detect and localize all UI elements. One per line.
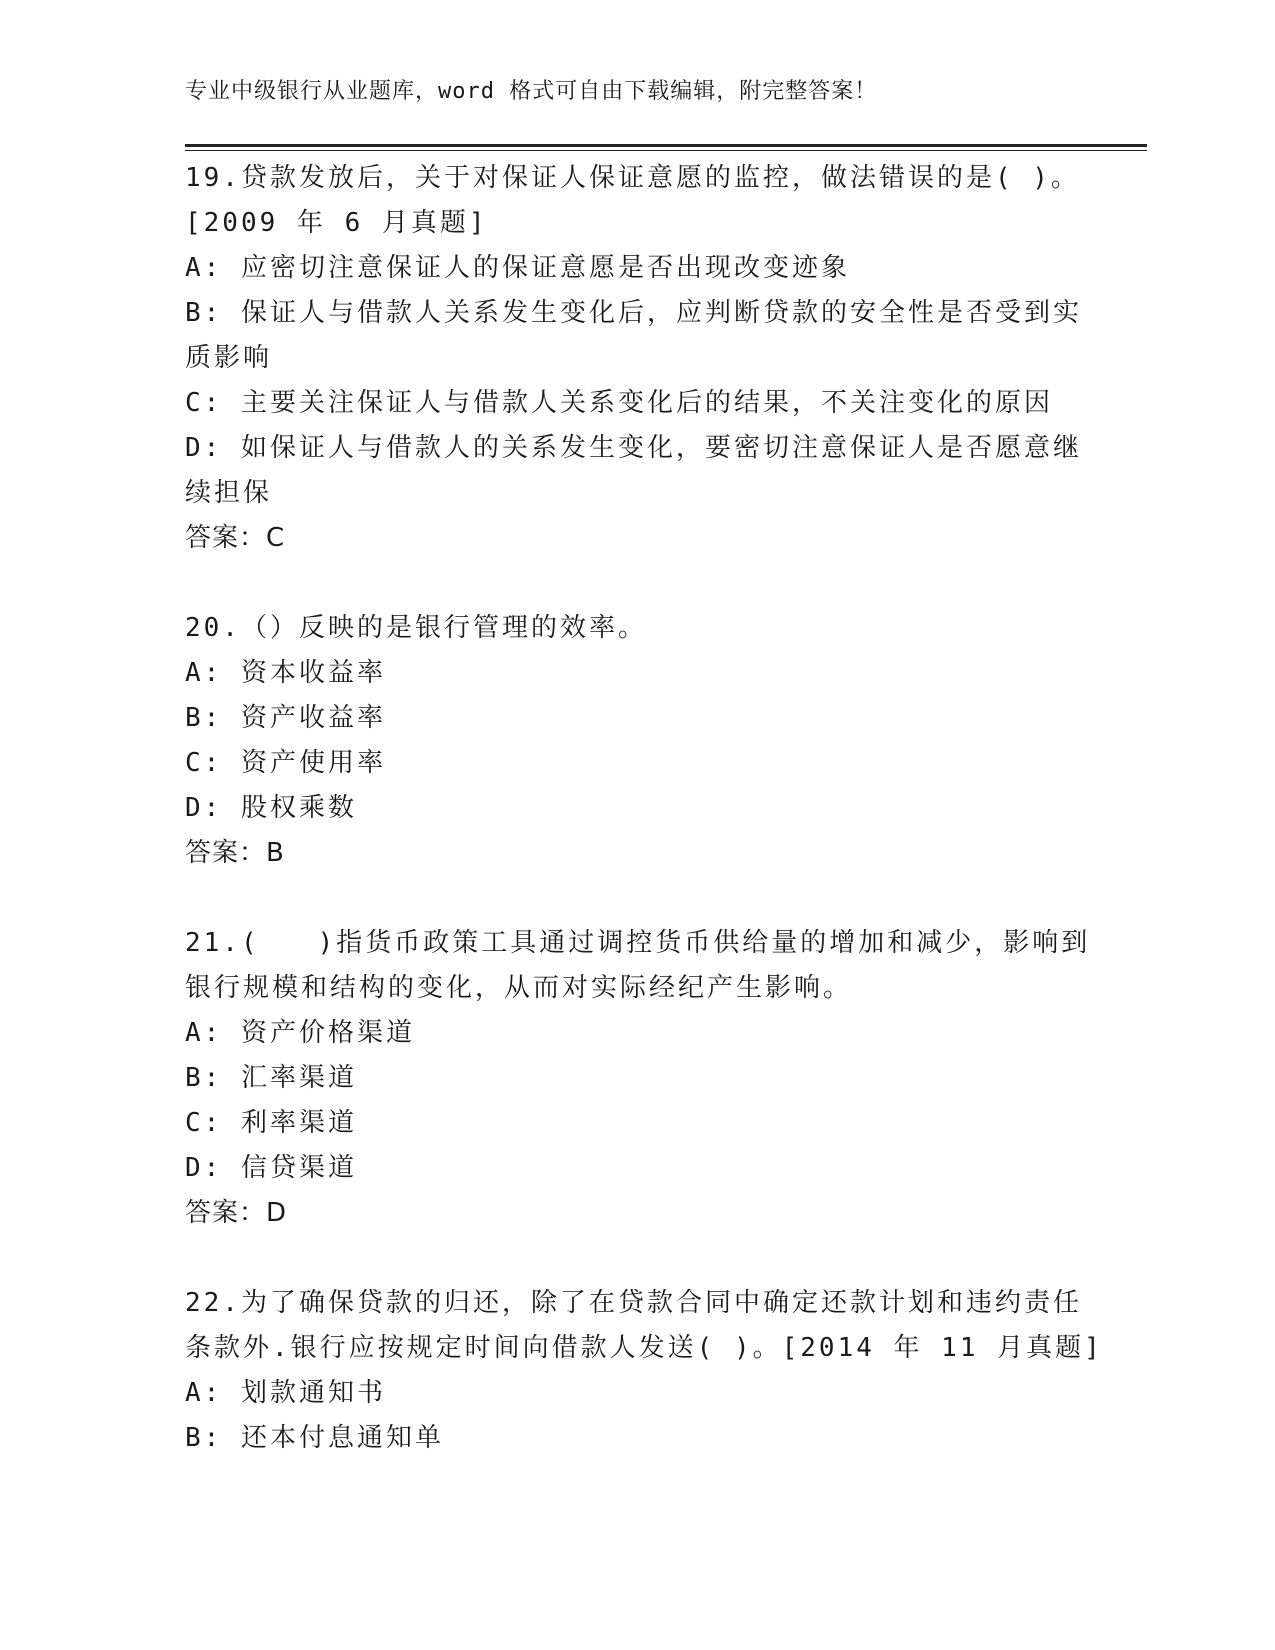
question-list [185,156,1103,1461]
answer-label: 答案：C [185,523,286,553]
question-22 [185,1281,1103,1461]
option-c: C: 主要关注保证人与借款人关系变化后的结果，不关注变化的原因 [185,388,1053,418]
option-d: 续担保 [185,478,273,508]
option-d: D: 信贷渠道 [185,1153,357,1183]
option-a: A: 划款通知书 [185,1378,386,1408]
question-stem: 19.贷款发放后，关于对保证人保证意愿的监控，做法错误的是( )。 [185,163,1080,193]
answer-label: 答案：B [185,838,285,868]
option-d: D: 如保证人与借款人的关系发生变化，要密切注意保证人是否愿意继 [185,433,1082,463]
header-rule-thin [185,150,1147,151]
question-stem: 银行规模和结构的变化，从而对实际经纪产生影响。 [185,973,853,1003]
option-a: A: 资本收益率 [185,658,386,688]
spacer [185,561,1085,606]
question-stem: 22.为了确保贷款的归还，除了在贷款合同中确定还款计划和违约责任 [185,1288,1082,1318]
question-19 [185,156,1085,561]
question-stem: 21.( )指货币政策工具通过调控货币供给量的增加和减少，影响到 [185,928,1091,958]
option-c: C: 资产使用率 [185,748,386,778]
question-21 [185,921,1091,1236]
question-stem: 条款外.银行应按规定时间向借款人发送( )。[2014 年 11 月真题] [185,1333,1103,1363]
option-b: B: 保证人与借款人关系发生变化后，应判断贷款的安全性是否受到实 [185,298,1082,328]
option-b: B: 还本付息通知单 [185,1423,444,1453]
spacer [185,876,1085,921]
question-20 [185,606,1085,876]
option-b: B: 汇率渠道 [185,1063,357,1093]
option-b: 质影响 [185,343,273,373]
question-stem: 20.（）反映的是银行管理的效率。 [185,613,647,643]
spacer [185,1236,1085,1281]
option-a: A: 应密切注意保证人的保证意愿是否出现改变迹象 [185,253,850,283]
answer-label: 答案：D [185,1198,288,1228]
header-rule-thick [185,144,1147,147]
option-c: C: 利率渠道 [185,1108,357,1138]
option-b: B: 资产收益率 [185,703,386,733]
option-a: A: 资产价格渠道 [185,1018,415,1048]
question-stem: [2009 年 6 月真题] [185,208,488,238]
option-d: D: 股权乘数 [185,793,357,823]
page-header: 专业中级银行从业题库，word 格式可自由下载编辑，附完整答案！ [185,79,878,104]
